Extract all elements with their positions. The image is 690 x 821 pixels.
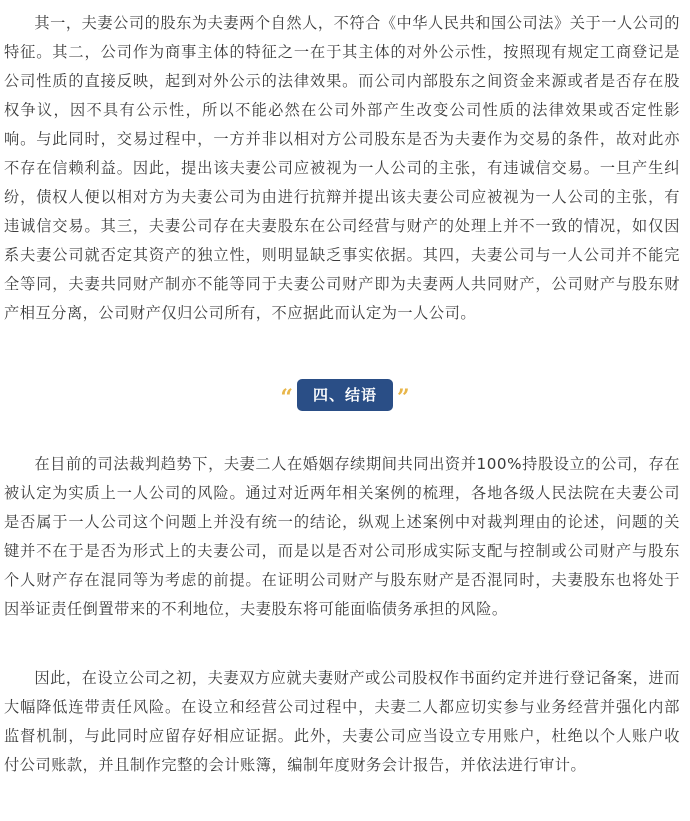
paragraph-judicial-trend: 在目前的司法裁判趋势下，夫妻二人在婚姻存续期间共同出资并100%持股设立的公司，存在被认定为实质上一人公司的风险。通过对近两年相关案例的梳理，各地各级人民法院在夫妻公司是否属于一人公司这个问题上并没有统一的结论，纵观上述案例中对裁判理由的论述，问题的关键并不在于是否为形式上的夫妻公司，而是以是否对公司形成实际支配与控制或公司财产与股东个人财产存在混同等为考虑的前提。在证明公司财产与股东财产是否混同时，夫妻股东也将处于因举证责任倒置带来的不利地位，夫妻股东将可能面临债务承担的风险。	[4, 455, 680, 618]
section-heading	[0, 378, 690, 412]
close-quote-icon: ”	[397, 385, 410, 411]
section-heading-label: 四、结语	[297, 379, 393, 411]
paragraph-conclusion-reasons: 其一，夫妻公司的股东为夫妻两个自然人，不符合《中华人民共和国公司法》关于一人公司的特征。其二，公司作为商事主体的特征之一在于其主体的对外公示性，按照现有规定工商登记是公司性质的直接反映，起到对外公示的法律效果。而公司内部股东之间资金来源或者是否存在股权争议，因不具有公示性，所以不能必然在公司外部产生改变公司性质的法律效果或否定性影响。与此同时，交易过程中，一方并非以相对方公司股东是否为夫妻作为交易的条件，故对此亦不存在信赖利益。因此，提出该夫妻公司应被视为一人公司的主张，有违诚信交易。一旦产生纠纷，债权人便以相对方为夫妻公司为由进行抗辩并提出该夫妻公司应被视为一人公司的主张，有违诚信交易。其三，夫妻公司存在夫妻股东在公司经营与财产的处理上并不一致的情况，如仅因系夫妻公司就否定其资产的独立性，则明显缺乏事实依据。其四，夫妻公司与一人公司并不能完全等同，夫妻共同财产制亦不能等同于夫妻公司财产即为夫妻两人共同财产，公司财产与股东财产相互分离，公司财产仅归公司所有，不应据此而认定为一人公司。	[4, 14, 680, 322]
paragraph-recommendations: 因此，在设立公司之初，夫妻双方应就夫妻财产或公司股权作书面约定并进行登记备案，进而大幅降低连带责任风险。在设立和经营公司过程中，夫妻二人都应切实参与业务经营并强化内部监督机制，与此同时应留存好相应证据。此外，夫妻公司应当设立专用账户，杜绝以个人账户收付公司账款，并且制作完整的会计账簿，编制年度财务会计报告，并依法进行审计。	[4, 669, 680, 774]
open-quote-icon: “	[280, 385, 293, 411]
